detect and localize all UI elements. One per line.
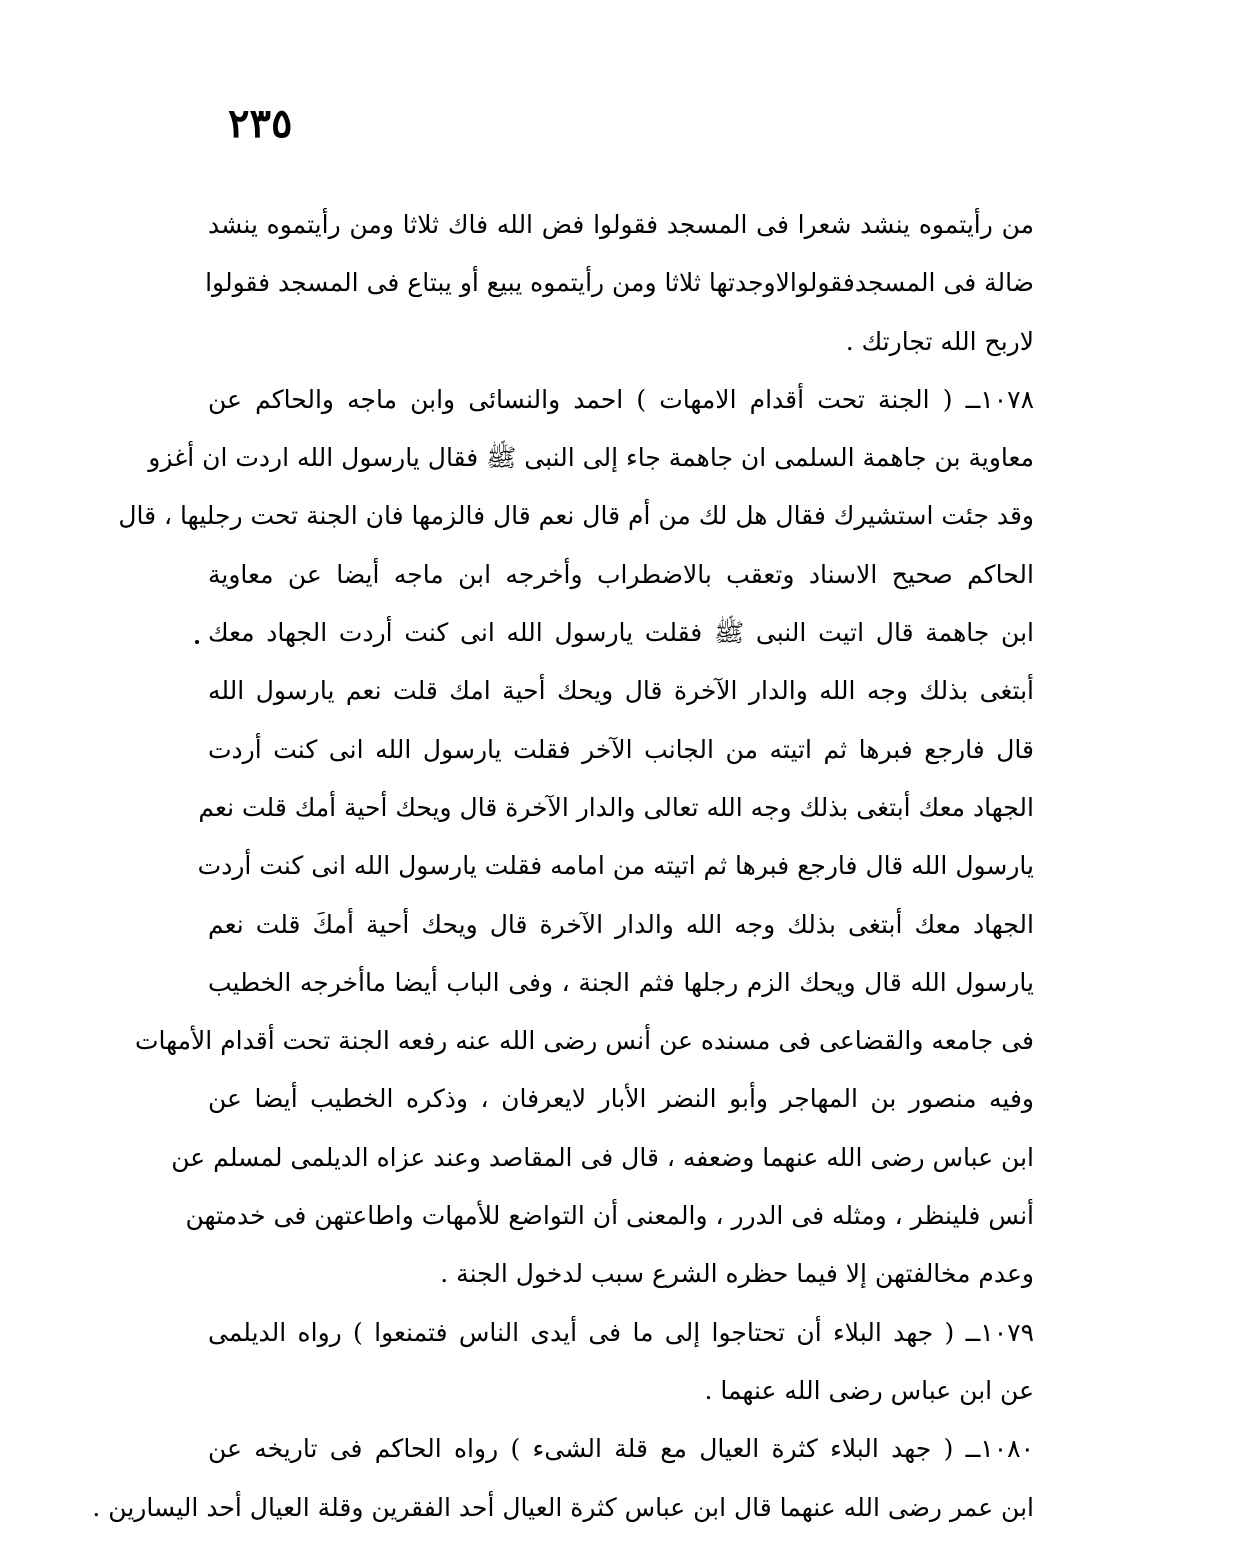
text-line: عن ابن عباس رضى الله عنهما .: [704, 1375, 1034, 1405]
text-line: لاربح الله تجارتك .: [845, 326, 1034, 356]
text-line: وفيه منصور بن المهاجر وأبو النضر الأبار لايعرفان ، وذكره الخطيب أيضا عن: [208, 1084, 1034, 1114]
page-number: ٢٣٥: [228, 100, 293, 147]
text-line: ابن جاهمة قال اتيت النبى ﷺ فقلت يارسول الله انى كنت أردت الجهاد معك: [208, 618, 1034, 648]
text-line: من رأيتموه ينشد شعرا فى المسجد فقولوا فض الله فاك ثلاثا ومن رأيتموه ينشد: [208, 210, 1034, 239]
body-text: [92, 196, 1034, 1537]
text-line: ابن عمر رضى الله عنهما قال ابن عباس كثرة العيال أحد الفقرين وقلة العيال أحد اليسارين .: [92, 1492, 1034, 1522]
text-line: معاوية بن جاهمة السلمى ان جاهمة جاء إلى النبى ﷺ فقال يارسول الله اردت ان أغزو: [148, 443, 1034, 473]
text-line: أبتغى بذلك وجه الله والدار الآخرة قال ويحك أحية امك قلت نعم يارسول الله: [208, 676, 1034, 706]
text-line: ١٠٧٨ــ ( الجنة تحت أقدام الامهات ) احمد والنسائى وابن ماجه والحاكم عن: [208, 384, 1034, 414]
text-line: أنس فلينظر ، ومثله فى الدرر ، والمعنى أن التواضع للأمهات واطاعتهن فى خدمتهن: [185, 1201, 1034, 1231]
text-line: وعدم مخالفتهن إلا فيما حظره الشرع سبب لدخول الجنة .: [440, 1259, 1034, 1289]
paragraph-hadith-1078: [118, 371, 1034, 1304]
text-line: فى جامعه والقضاعى فى مسنده عن أنس رضى الله عنه رفعه الجنة تحت أقدام الأمهات: [134, 1026, 1034, 1056]
text-line: قال فارجع فبرها ثم اتيته من الجانب الآخر فقلت يارسول الله انى كنت أردت: [208, 734, 1034, 764]
text-line: يارسول الله قال فارجع فبرها ثم اتيته من امامه فقلت يارسول الله انى كنت أردت: [197, 851, 1034, 881]
text-line: ١٠٨٠ــ ( جهد البلاء كثرة العيال مع قلة الشىء ) رواه الحاكم فى تاريخه عن: [208, 1434, 1034, 1464]
text-line: الجهاد معك أبتغى بذلك وجه الله والدار الآخرة قال ويحك أحية أمكَ قلت نعم: [208, 909, 1034, 939]
scan-speck: [195, 640, 199, 644]
text-line: وقد جئت استشيرك فقال هل لك من أم قال نعم قال فالزمها فان الجنة تحت رجليها ، قال: [118, 501, 1034, 531]
text-line: ابن عباس رضى الله عنهما وضعفه ، قال فى المقاصد وعند عزاه الديلمى لمسلم عن: [171, 1142, 1034, 1172]
paragraph-hadith-1079: [208, 1304, 1034, 1421]
text-line: الحاكم صحيح الاسناد وتعقب بالاضطراب وأخرجه ابن ماجه أيضا عن معاوية: [208, 559, 1034, 589]
paragraph-mosque-hadith: [205, 196, 1034, 371]
text-line: الجهاد معك أبتغى بذلك وجه الله تعالى والدار الآخرة قال ويحك أحية أمك قلت نعم: [198, 792, 1034, 822]
text-line: يارسول الله قال ويحك الزم رجلها فثم الجنة ، وفى الباب أيضا ماأخرجه الخطيب: [208, 967, 1034, 997]
text-line: ضالة فى المسجدفقولوالاوجدتها ثلاثا ومن رأيتموه يبيع أو يبتاع فى المسجد فقولوا: [205, 268, 1034, 298]
paragraph-hadith-1080: [92, 1420, 1034, 1537]
text-line: ١٠٧٩ــ ( جهد البلاء أن تحتاجوا إلى ما فى أيدى الناس فتمنعوا ) رواه الديلمى: [208, 1317, 1034, 1347]
